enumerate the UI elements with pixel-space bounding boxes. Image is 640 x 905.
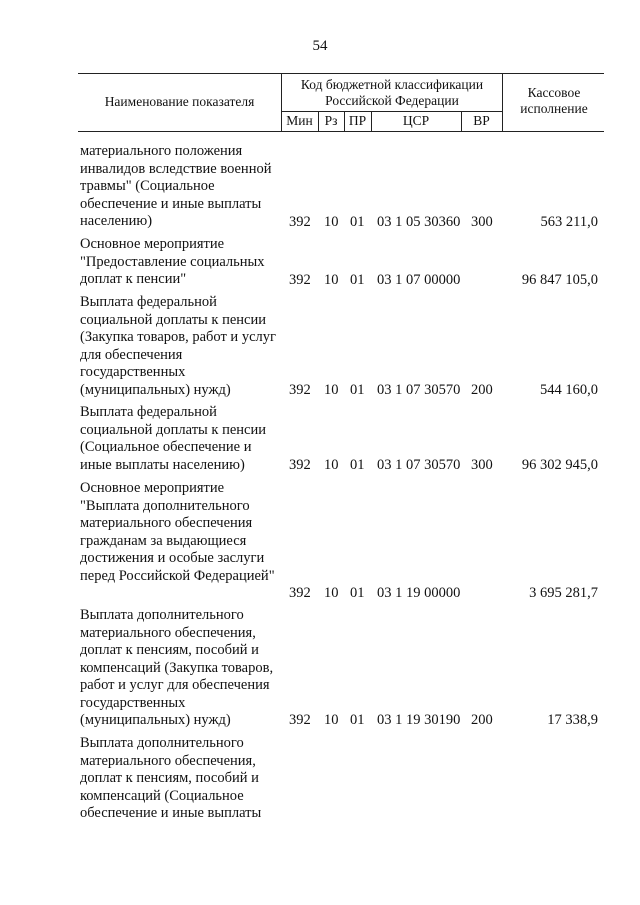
row-rz: 10 [324,456,339,473]
header-amount: Кассовое исполнение [520,85,588,116]
header-col-pr: ПР [348,113,367,128]
table-header [78,73,604,132]
row-name: Основное мероприятие "Предоставление социальных доплат к пенсии" [80,236,265,287]
row-rz: 10 [324,271,339,288]
row-csr: 03 1 07 30570 [377,456,461,473]
row-rz: 10 [324,584,339,601]
row-pr: 01 [350,584,365,601]
table-row [78,607,604,729]
row-pr: 01 [350,711,365,728]
table-row [78,294,604,399]
header-col-csr: ЦСР [402,113,430,128]
table-row [78,480,604,602]
row-amount: 563 211,0 [540,213,598,230]
row-pr: 01 [350,213,365,230]
row-pr: 01 [350,271,365,288]
row-csr: 03 1 19 00000 [377,584,461,601]
header-col-rz: Рз [324,113,338,128]
row-vr: 200 [471,381,493,398]
table-row [78,143,604,231]
row-rz: 10 [324,711,339,728]
row-vr: 200 [471,711,493,728]
row-min: 392 [289,711,311,728]
row-csr: 03 1 07 30570 [377,381,461,398]
row-amount: 544 160,0 [540,381,598,398]
row-min: 392 [289,381,311,398]
row-min: 392 [289,456,311,473]
row-name: Выплата федеральной социальной доплаты к пенсии (Социальное обеспечение и иные выплаты населению) [80,404,266,473]
row-name: Выплата дополнительного материального обеспечения, доплат к пенсиям, пособий и компенсаций (Закупка товаров, работ и услуг для обеспечения государственных (муниципальных) нужд) [80,607,274,728]
row-min: 392 [289,271,311,288]
row-amount: 96 847 105,0 [521,271,598,288]
row-pr: 01 [350,381,365,398]
table-row [78,404,604,474]
row-amount: 96 302 945,0 [521,456,598,473]
row-rz: 10 [324,213,339,230]
header-col-vr: ВР [473,113,490,128]
row-rz: 10 [324,381,339,398]
row-name: Выплата дополнительного материального обеспечения, доплат к пенсиям, пособий и компенсаций (Социальное обеспечение и иные выплаты [80,735,262,821]
row-min: 392 [289,584,311,601]
row-pr: 01 [350,456,365,473]
row-name: материального положения инвалидов вследствие военной травмы" (Социальное обеспечение и иные выплаты населению) [80,143,272,229]
row-amount: 17 338,9 [547,711,598,728]
header-code-group: Код бюджетной классификации Российской Федерации [300,77,484,108]
row-min: 392 [289,213,311,230]
row-csr: 03 1 19 30190 [377,711,461,728]
row-csr: 03 1 07 00000 [377,271,461,288]
page-number: 54 [312,38,328,54]
row-amount: 3 695 281,7 [529,584,598,601]
row-name: Основное мероприятие "Выплата дополнительного материального обеспечения гражданам за выдающиеся достижения и особые заслуги перед Российской Федерацией" [80,480,275,584]
row-name: Выплата федеральной социальной доплаты к пенсии (Закупка товаров, работ и услуг для обеспечения государственных (муниципальных) нужд) [80,294,276,398]
row-vr: 300 [471,213,493,230]
row-vr: 300 [471,456,493,473]
header-name: Наименование показателя [104,94,255,109]
table-row [78,735,604,825]
row-csr: 03 1 05 30360 [377,213,461,230]
header-col-min: Мин [286,113,313,128]
table-row [78,236,604,289]
